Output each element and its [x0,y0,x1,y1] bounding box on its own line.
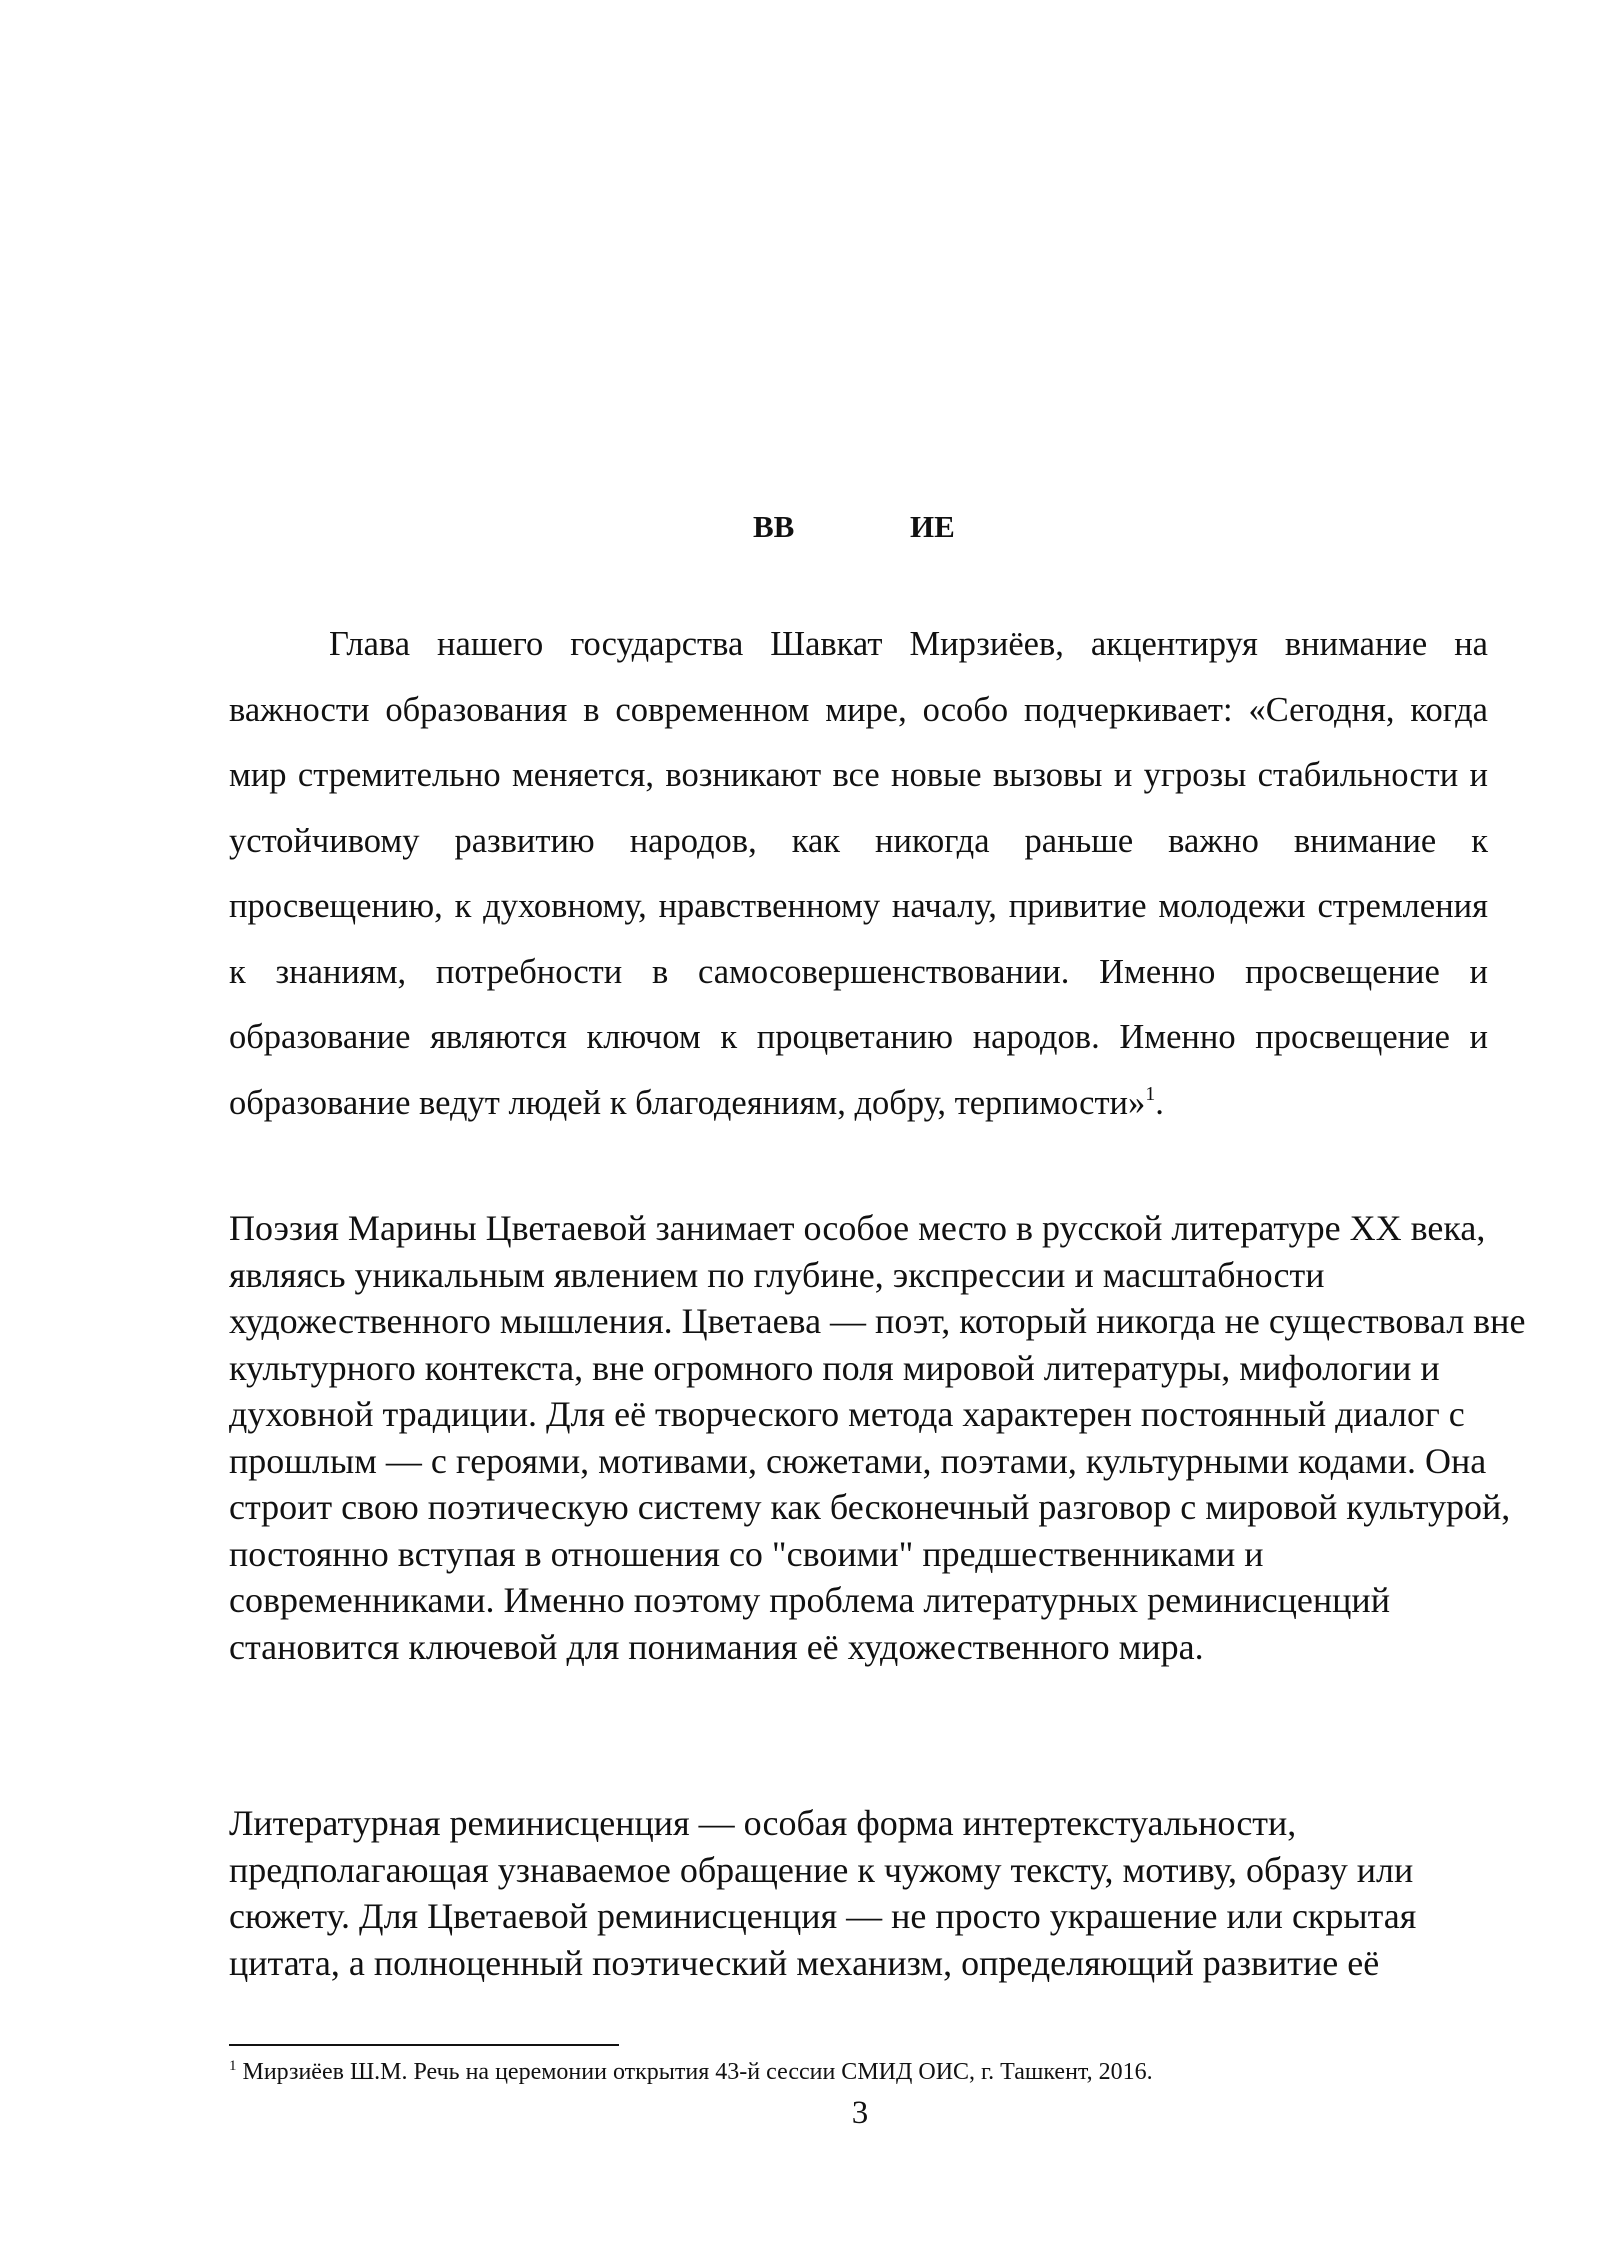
footnote-separator [229,2044,619,2046]
footnote-mark: 1 [229,2058,237,2074]
body-paragraph-reminiscence: Литературная реминисценция — особая форма интертекстуальности, предполагающая узнаваемое обращение к чужому тексту, мотиву, образу или сюжету. Для Цветаевой реминисценция — не просто украшение или скрытая цитата, а полноценный поэтический механизм, определяющий развитие её [229,1803,1417,1983]
section-heading [0,505,1600,549]
footnote-reference[interactable]: 1 [1145,1082,1156,1105]
intro-end-punctuation: . [1155,1083,1164,1122]
body-paragraph-poetry: Поэзия Марины Цветаевой занимает особое место в русской литературе XX века, являясь уникальным явлением по глубине, экспрессии и масштабности художественного мышления. Цветаева — поэт, который никогда не существовал вне культурного контекста, вне огромного поля мировой литературы, мифологии и духовной традиции. Для её творческого метода характерен постоянный диалог с прошлым — с героями, мотивами, сюжетами, поэтами, культурными кодами. Она строит свою поэтическую систему как бесконечный разговор с мировой культурой, постоянно вступая в отношения со "своими" предшественниками и современниками. Именно поэтому проблема литературных реминисценций становится ключевой для понимания её художественного мира. [229,1208,1526,1667]
heading-fragment-right: ИЕ [910,509,955,544]
intro-quote-text: Глава нашего государства Шавкат Мирзиёев, акцентируя внимание на важности образования в современном мире, особо подчеркивает: «Сегодня, когда мир стремительно меняется, возникают все новые вызовы и угрозы стабильности и устойчивому развитию народов, как никогда раньше важно внимание к просвещению, к духовному, нравственному началу, привитие молодежи стремления к знаниям, потребности в самосовершенствовании. Именно просвещение и образование являются ключом к процветанию народов. Именно просвещение и образование ведут людей к благодеяниям, добру, терпимости» [229,625,1488,1122]
intro-quote-paragraph [229,612,1488,1136]
heading-fragment-left: ВВ [753,509,795,544]
page-number: 3 [851,2095,869,2131]
footnote-text: Мирзиёев Ш.М. Речь на церемонии открытия 43-й сессии СМИД ОИС, г. Ташкент, 2016. [242,2059,1153,2085]
footnote [229,2055,1529,2089]
